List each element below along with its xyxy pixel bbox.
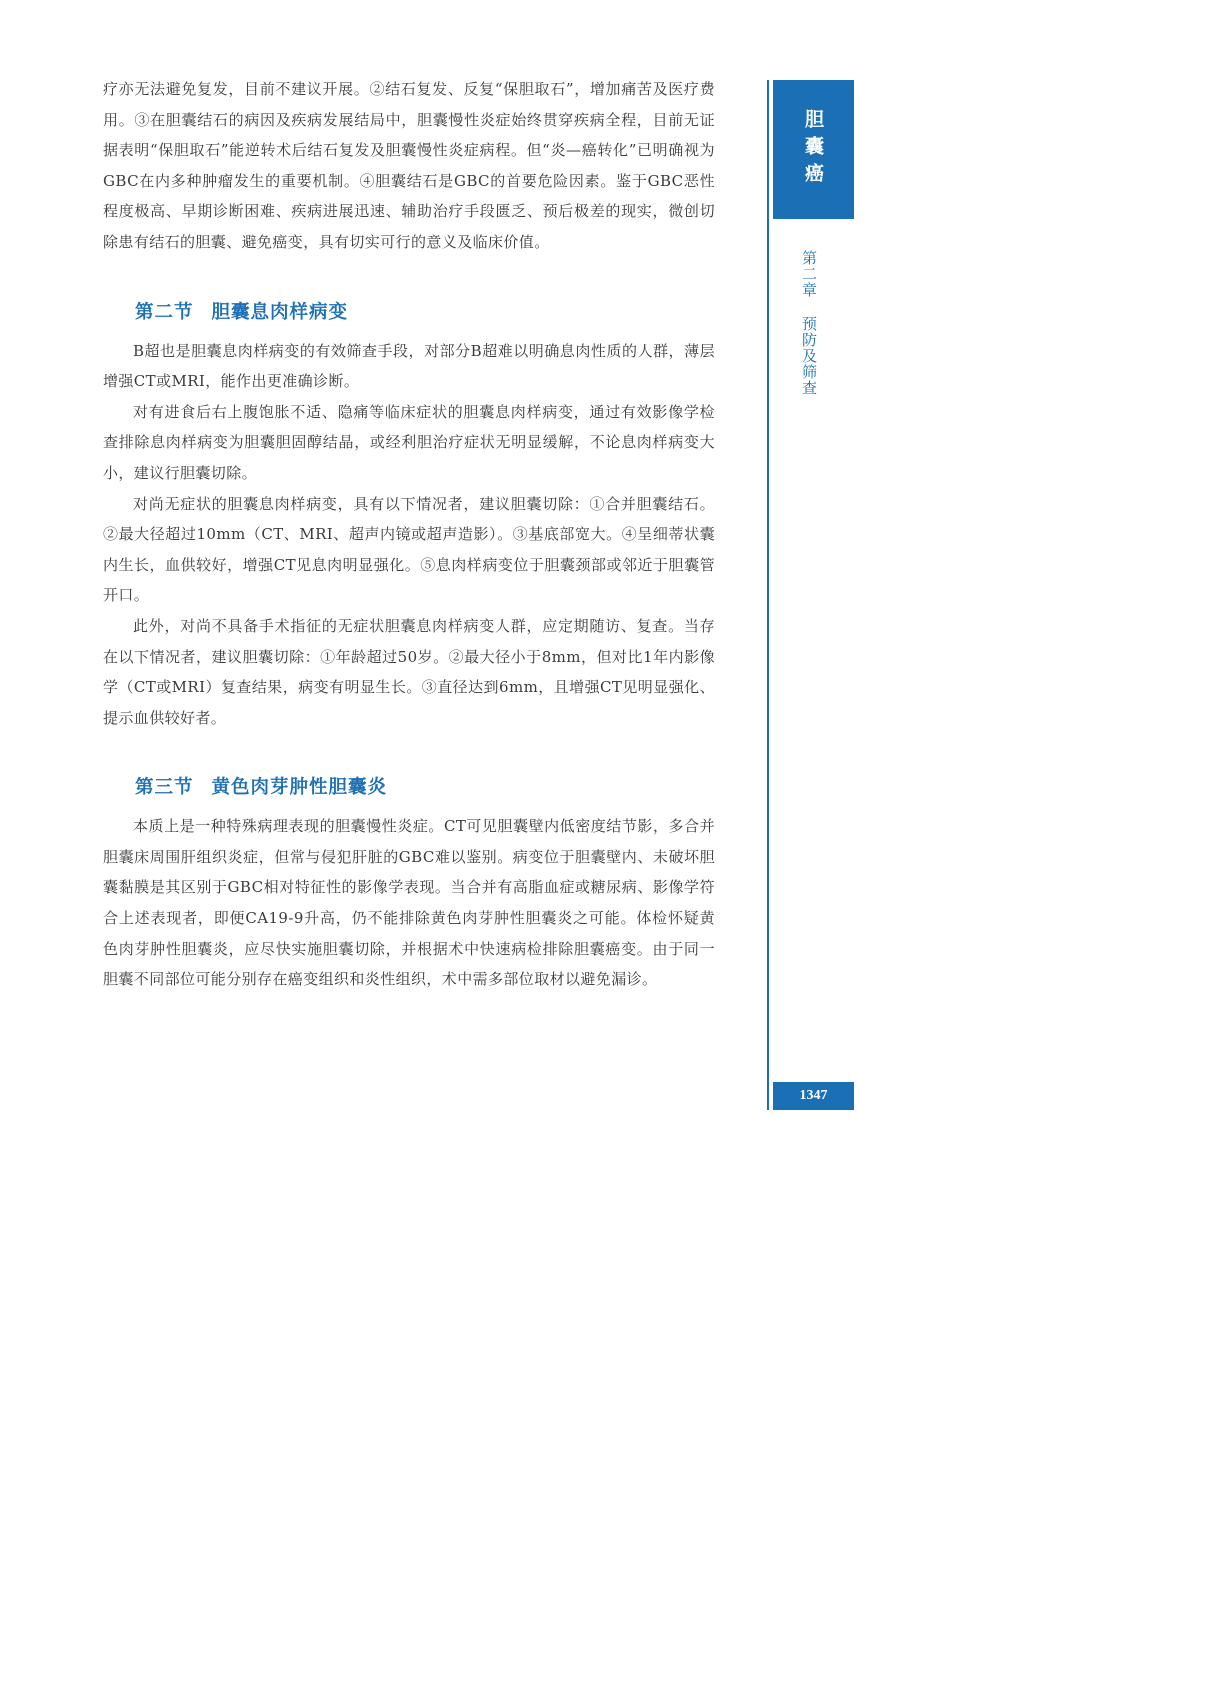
chapter-marker (800, 250, 818, 396)
side-tab (773, 80, 854, 219)
section-2-number: 第二节 (135, 301, 194, 323)
section-3-number: 第三节 (135, 777, 194, 799)
section-3-heading (103, 773, 715, 799)
margin-divider-line (767, 80, 769, 1110)
chapter-title: 预防及筛查 (800, 316, 818, 396)
page-number-box (773, 1082, 854, 1110)
section-2-paragraph: B超也是胆囊息肉样病变的有效筛查手段，对部分B超难以明确息肉性质的人群，薄层增强CT或MRI，能作出更准确诊断。 (103, 341, 715, 391)
section-3-paragraph: 本质上是一种特殊病理表现的胆囊慢性炎症。CT可见胆囊壁内低密度结节影，多合并胆囊床周围肝组织炎症，但常与侵犯肝脏的GBC难以鉴别。病变位于胆囊壁内、未破坏胆囊黏膜是其区别于GBC相对特征性的影像学表现。当合并有高脂血症或糖尿病、影像学符合上述表现者，即便CA19-9升高，仍不能排除黄色肉芽肿性胆囊炎之可能。体检怀疑黄色肉芽肿性胆囊炎，应尽快实施胆囊切除，并根据术中快速病检排除胆囊癌变。由于同一胆囊不同部位可能分别存在癌变组织和炎性组织，术中需多部位取材以避免漏诊。 (103, 817, 715, 989)
page-number: 1347 (799, 1088, 828, 1103)
main-content (103, 74, 715, 995)
section-2-paragraph: 对有进食后右上腹饱胀不适、隐痛等临床症状的胆囊息肉样病变，通过有效影像学检查排除息肉样病变为胆囊胆固醇结晶，或经利胆治疗症状无明显缓解，不论息肉样病变大小，建议行胆囊切除。 (103, 402, 715, 482)
section-2-paragraph: 此外，对尚不具备手术指征的无症状胆囊息肉样病变人群，应定期随访、复查。当存在以下情况者，建议胆囊切除：①年龄超过50岁。②最大径小于8mm，但对比1年内影像学（CT或MRI）复查结果，病变有明显生长。③直径达到6mm，且增强CT见明显强化、提示血供较好者。 (103, 616, 715, 727)
side-tab-title: 胆囊癌 (802, 109, 824, 190)
section-3-title: 黄色肉芽肿性胆囊炎 (211, 777, 388, 799)
section-2-paragraph: 对尚无症状的胆囊息肉样病变，具有以下情况者，建议胆囊切除：①合并胆囊结石。②最大径超过10mm（CT、MRI、超声内镜或超声造影）。③基底部宽大。④呈细蒂状囊内生长，血供较好，增强CT见息肉明显强化。⑤息肉样病变位于胆囊颈部或邻近于胆囊管开口。 (103, 494, 715, 605)
intro-paragraph: 疗亦无法避免复发，目前不建议开展。②结石复发、反复“保胆取石”，增加痛苦及医疗费用。③在胆囊结石的病因及疾病发展结局中，胆囊慢性炎症始终贯穿疾病全程，目前无证据表明“保胆取石”能逆转术后结石复发及胆囊慢性炎症病程。但“炎—癌转化”已明确视为GBC在内多种肿瘤发生的重要机制。④胆囊结石是GBC的首要危险因素。鉴于GBC恶性程度极高、早期诊断困难、疾病进展迅速、辅助治疗手段匮乏、预后极差的现实，微创切除患有结石的胆囊、避免癌变，具有切实可行的意义及临床价值。 (103, 80, 715, 251)
section-2-heading (103, 298, 715, 324)
section-2-title: 胆囊息肉样病变 (211, 301, 349, 323)
chapter-number: 第二章 (800, 250, 818, 298)
